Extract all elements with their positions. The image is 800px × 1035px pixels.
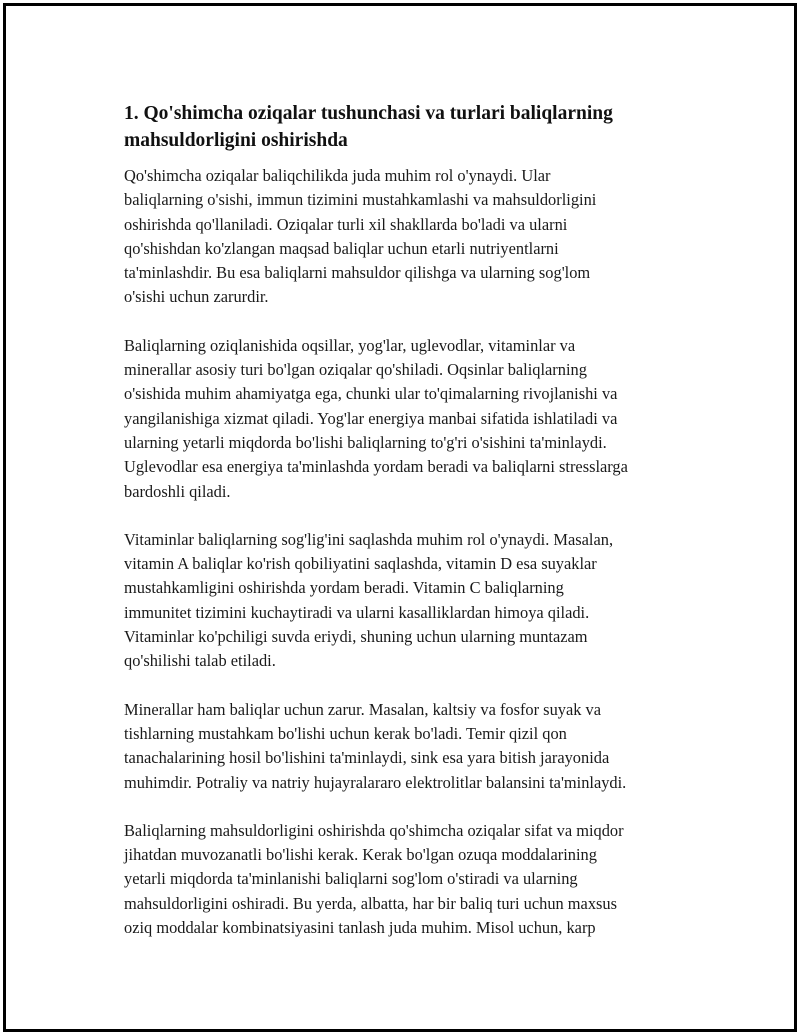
heading-line: 1. Qo'shimcha oziqalar tushunchasi va turlari baliqlarning	[124, 103, 613, 124]
text-line: Uglevodlar esa energiya ta'minlashda yordam beradi va baliqlarni stresslarga	[124, 457, 628, 477]
text-line: tishlarning mustahkam bo'lishi uchun kerak bo'ladi. Temir qizil qon	[124, 723, 567, 743]
paragraph-productivity	[124, 819, 704, 940]
section-heading	[124, 100, 704, 154]
text-line: jihatdan muvozanatli bo'lishi kerak. Kerak bo'lgan ozuqa moddalarining	[124, 845, 597, 865]
text-line: qo'shishdan ko'zlangan maqsad baliqlar uchun etarli nutriyentlarni	[124, 238, 559, 258]
text-line: qo'shilishi talab etiladi.	[124, 651, 276, 671]
text-line: immunitet tizimini kuchaytiradi va ularni kasalliklardan himoya qiladi.	[124, 602, 590, 622]
text-line: Vitaminlar ko'pchiligi suvda eriydi, shuning uchun ularning muntazam	[124, 627, 588, 647]
text-line: Baliqlarning oziqlanishida oqsillar, yog'lar, uglevodlar, vitaminlar va	[124, 335, 576, 355]
text-line: yangilanishiga xizmat qiladi. Yog'lar energiya manbai sifatida ishlatiladi va	[124, 408, 618, 428]
text-line: oziq moddalar kombinatsiyasini tanlash juda muhim. Misol uchun, karp	[124, 918, 596, 938]
text-line: bardoshli qiladi.	[124, 481, 231, 501]
text-line: baliqlarning o'sishi, immun tizimini mustahkamlashi va mahsuldorligini	[124, 190, 597, 210]
text-line: mustahkamligini oshirishda yordam beradi. Vitamin C baliqlarning	[124, 578, 564, 598]
paragraph-intro	[124, 164, 704, 310]
text-line: oshirishda qo'llaniladi. Oziqalar turli xil shakllarda bo'ladi va ularni	[124, 214, 568, 234]
document-body	[124, 100, 704, 964]
text-line: yetarli miqdorda ta'minlanishi baliqlarni sog'lom o'stiradi va ularning	[124, 869, 578, 889]
text-line: Baliqlarning mahsuldorligini oshirishda qo'shimcha oziqalar sifat va miqdor	[124, 820, 624, 840]
paragraph-vitamins	[124, 528, 704, 674]
text-line: Minerallar ham baliqlar uchun zarur. Masalan, kaltsiy va fosfor suyak va	[124, 699, 601, 719]
text-line: minerallar asosiy turi bo'lgan oziqalar qo'shiladi. Oqsinlar baliqlarning	[124, 360, 587, 380]
paragraph-nutrients	[124, 334, 704, 504]
text-line: ta'minlashdir. Bu esa baliqlarni mahsuldor qilishga va ularning sog'lom	[124, 263, 591, 283]
text-line: ularning yetarli miqdorda bo'lishi baliqlarning to'g'ri o'sishini ta'minlaydi.	[124, 432, 607, 452]
text-line: Vitaminlar baliqlarning sog'lig'ini saqlashda muhim rol o'ynaydi. Masalan,	[124, 529, 614, 549]
text-line: tanachalarining hosil bo'lishini ta'minlaydi, sink esa yara bitish jarayonida	[124, 748, 610, 768]
text-line: vitamin A baliqlar ko'rish qobiliyatini saqlashda, vitamin D esa suyaklar	[124, 554, 597, 574]
text-line: o'sishi uchun zarurdir.	[124, 287, 269, 307]
text-line: mahsuldorligini oshiradi. Bu yerda, albatta, har bir baliq turi uchun maxsus	[124, 893, 617, 913]
text-line: o'sishida muhim ahamiyatga ega, chunki ular to'qimalarning rivojlanishi va	[124, 384, 618, 404]
text-line: Qo'shimcha oziqalar baliqchilikda juda muhim rol o'ynaydi. Ular	[124, 166, 551, 185]
text-line: muhimdir. Potraliy va natriy hujayralararo elektrolitlar balansini ta'minlaydi.	[124, 772, 627, 792]
page-frame	[3, 3, 797, 1032]
paragraph-minerals	[124, 698, 704, 795]
heading-line: mahsuldorligini oshirishda	[124, 130, 348, 151]
